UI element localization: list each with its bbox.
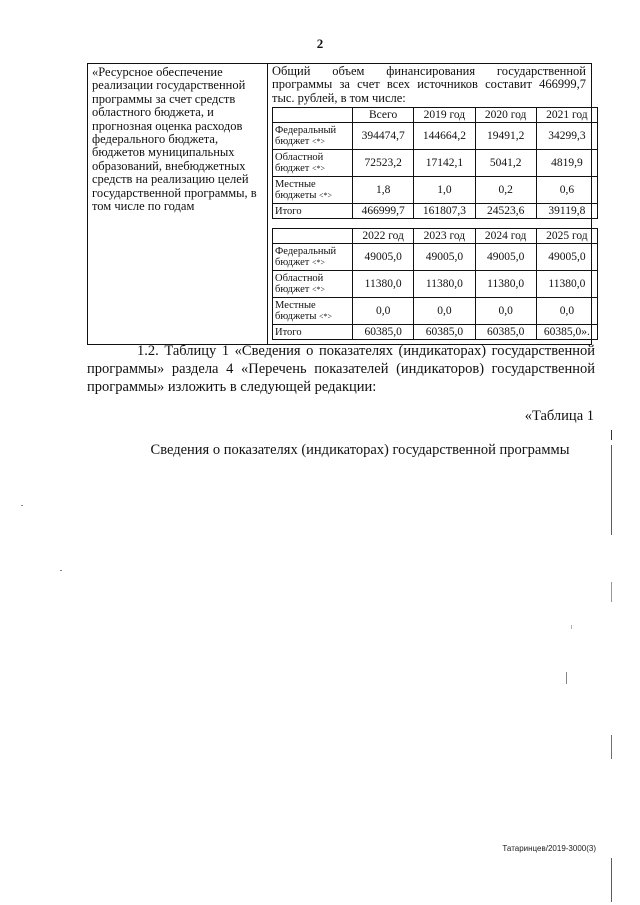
scan-mark bbox=[611, 582, 612, 602]
resource-label-cell bbox=[88, 64, 268, 345]
table-header-row bbox=[273, 108, 598, 123]
resource-label-text: «Ресурсное обеспечение реализации государственной программы за счет средств областного бюджета, и прогнозная оценка расходов федерального бюджета, бюджетов муниципальных образований, внебюджетных средств на реализацию целей государственной программы, в том числе по годам bbox=[92, 65, 257, 214]
table-cell: 11380,0 bbox=[475, 271, 536, 298]
table-cell: 0,0 bbox=[536, 298, 597, 325]
row-label: Федеральный бюджет <*> bbox=[273, 123, 353, 150]
row-label: Федеральный бюджет <*> bbox=[273, 244, 353, 271]
table-row bbox=[273, 298, 598, 325]
table-cell: 39119,8 bbox=[536, 204, 597, 219]
table-cell: 17142,1 bbox=[414, 150, 475, 177]
table-cell: 11380,0 bbox=[353, 271, 414, 298]
financing-table-2022-2025 bbox=[272, 228, 598, 340]
column-header: 2022 год bbox=[353, 229, 414, 244]
table-cell: 0,0 bbox=[414, 298, 475, 325]
column-header: 2025 год bbox=[536, 229, 597, 244]
table-cell: 1,8 bbox=[353, 177, 414, 204]
table-cell: 5041,2 bbox=[475, 150, 536, 177]
table-label: «Таблица 1 bbox=[524, 408, 594, 424]
table-cell: 72523,2 bbox=[353, 150, 414, 177]
table-cell: 60385,0». bbox=[536, 325, 597, 340]
amendment-paragraph: 1.2. Таблицу 1 «Сведения о показателях (индикаторах) государственной программы» раздела 4 «Перечень показателей (индикаторов) государственной программы» изложить в следующей редакции: bbox=[87, 343, 595, 395]
row-label: Итого bbox=[273, 325, 353, 340]
scan-mark bbox=[21, 505, 23, 506]
table-cell: 11380,0 bbox=[536, 271, 597, 298]
table-cell: 19491,2 bbox=[475, 123, 536, 150]
column-header: 2023 год bbox=[414, 229, 475, 244]
table-cell: 0,0 bbox=[353, 298, 414, 325]
column-header: 2021 год bbox=[536, 108, 597, 123]
table-cell: 1,0 bbox=[414, 177, 475, 204]
table-cell: 466999,7 bbox=[353, 204, 414, 219]
scan-mark bbox=[611, 445, 612, 535]
row-label: Местные бюджеты <*> bbox=[273, 298, 353, 325]
table-cell: 49005,0 bbox=[353, 244, 414, 271]
table-row bbox=[273, 123, 598, 150]
column-header: 2020 год bbox=[475, 108, 536, 123]
table-row bbox=[273, 271, 598, 298]
scan-mark bbox=[566, 672, 567, 684]
row-label: Областной бюджет <*> bbox=[273, 150, 353, 177]
scan-mark bbox=[611, 430, 612, 440]
header-empty-cell bbox=[273, 108, 353, 123]
resource-content-cell bbox=[268, 64, 592, 345]
resource-table bbox=[87, 63, 592, 345]
table-cell: 49005,0 bbox=[414, 244, 475, 271]
row-label: Областной бюджет <*> bbox=[273, 271, 353, 298]
table-row bbox=[273, 244, 598, 271]
table-row bbox=[273, 177, 598, 204]
table-cell: 60385,0 bbox=[475, 325, 536, 340]
table-cell: 11380,0 bbox=[414, 271, 475, 298]
table-cell: 4819,9 bbox=[536, 150, 597, 177]
header-empty-cell bbox=[273, 229, 353, 244]
column-header: Всего bbox=[353, 108, 414, 123]
financing-table-2019-2021 bbox=[272, 107, 598, 219]
scan-mark bbox=[571, 625, 572, 629]
table-cell: 161807,3 bbox=[414, 204, 475, 219]
row-label: Итого bbox=[273, 204, 353, 219]
table-cell: 49005,0 bbox=[475, 244, 536, 271]
scan-mark bbox=[60, 570, 62, 571]
scan-mark bbox=[611, 735, 612, 759]
table-cell: 60385,0 bbox=[353, 325, 414, 340]
table-row-total bbox=[273, 204, 598, 219]
scan-mark bbox=[611, 858, 612, 902]
table-cell: 34299,3 bbox=[536, 123, 597, 150]
financing-summary: Общий объем финансирования государственной программы за счет всех источников составит 466999,7 тыс. рублей, в том числе: bbox=[272, 64, 586, 105]
column-header: 2024 год bbox=[475, 229, 536, 244]
table-cell: 0,6 bbox=[536, 177, 597, 204]
table-cell: 0,0 bbox=[475, 298, 536, 325]
table-cell: 144664,2 bbox=[414, 123, 475, 150]
footer-code: Татаринцев/2019-3000(3) bbox=[502, 844, 596, 853]
table-cell: 24523,6 bbox=[475, 204, 536, 219]
table-cell: 0,2 bbox=[475, 177, 536, 204]
table-cell: 49005,0 bbox=[536, 244, 597, 271]
table-row bbox=[273, 150, 598, 177]
page-number: 2 bbox=[316, 36, 324, 51]
table-cell: 394474,7 bbox=[353, 123, 414, 150]
row-label: Местные бюджеты <*> bbox=[273, 177, 353, 204]
section-title: Сведения о показателях (индикаторах) государственной программы bbox=[150, 442, 570, 458]
table-header-row bbox=[273, 229, 598, 244]
table-cell: 60385,0 bbox=[414, 325, 475, 340]
column-header: 2019 год bbox=[414, 108, 475, 123]
table-row-total bbox=[273, 325, 598, 340]
